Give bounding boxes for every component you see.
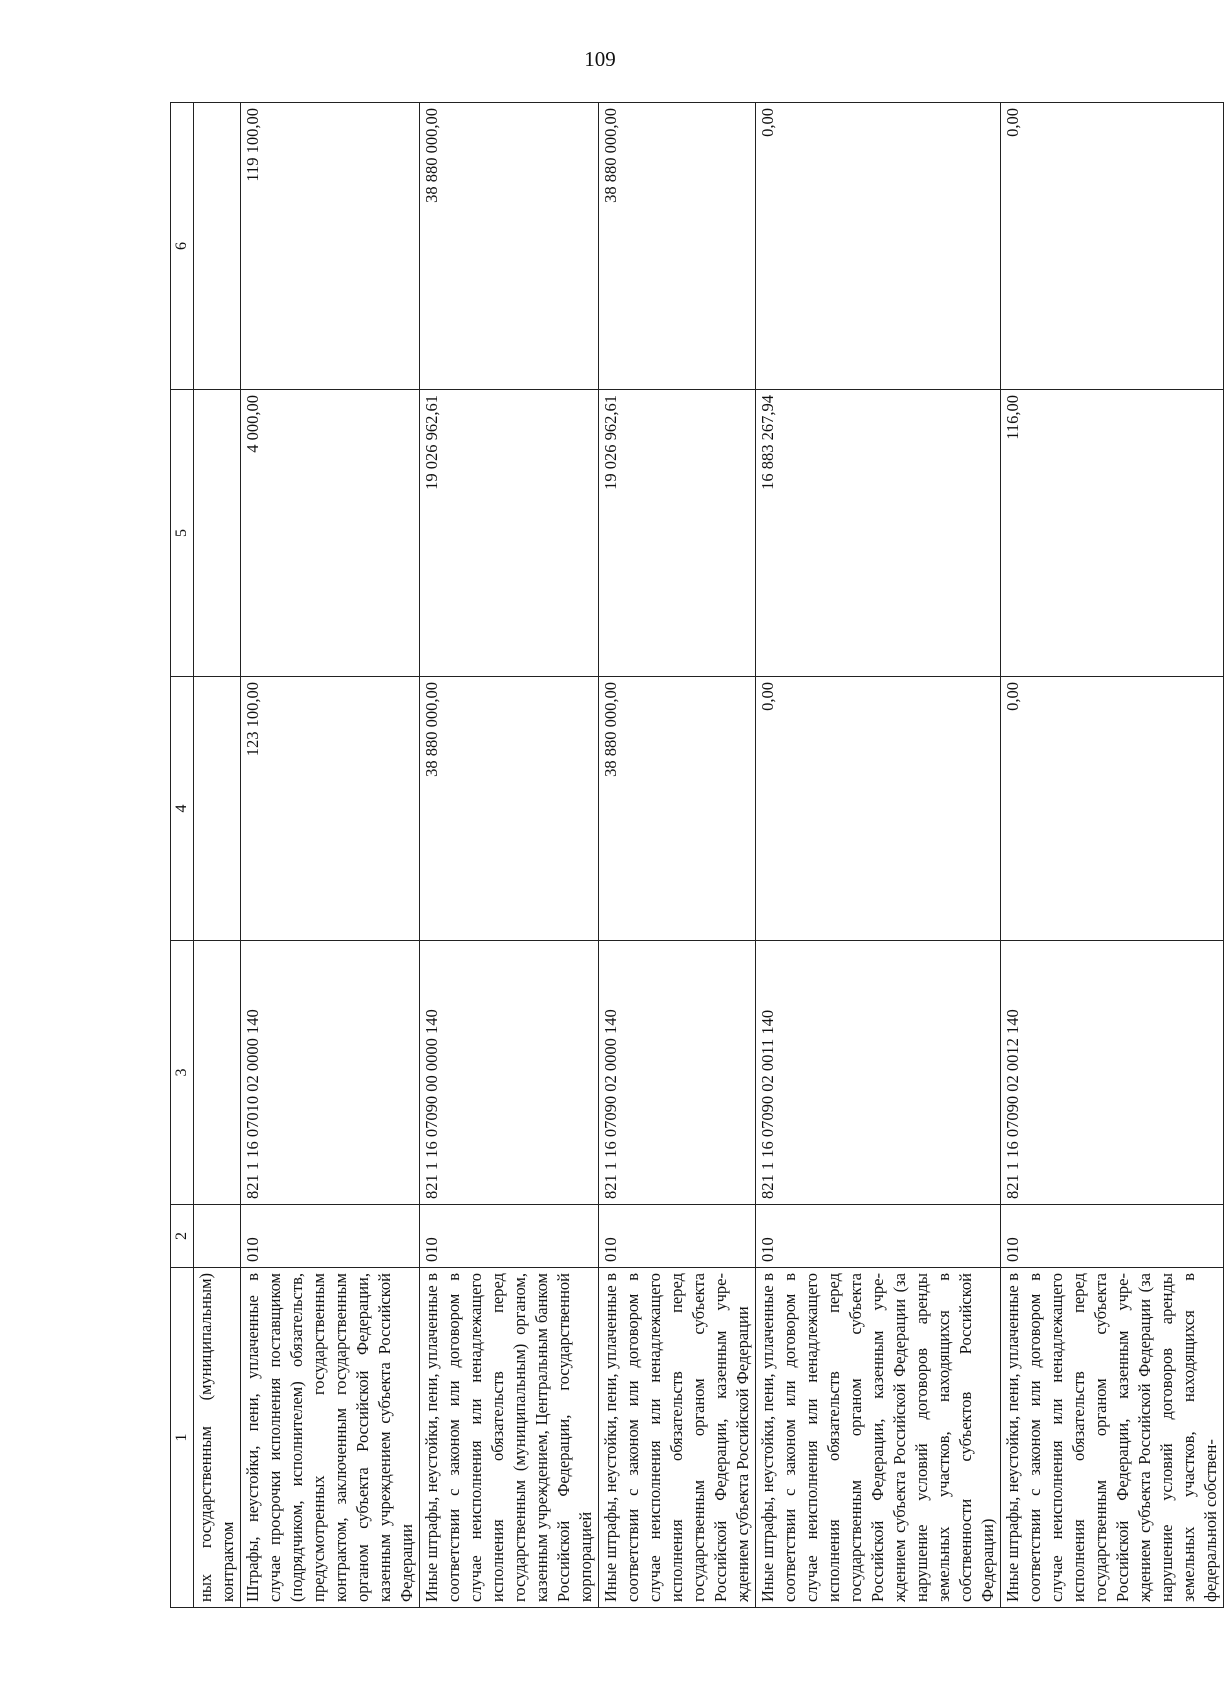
admin-code-cell: 010: [599, 1205, 756, 1268]
amount-cell: 0,00: [756, 103, 1001, 390]
amount-cell: 116,00: [1001, 390, 1224, 677]
amount-cell: 19 026 962,61: [420, 390, 599, 677]
admin-code-cell: 010: [420, 1205, 599, 1268]
amount-cell: 123 100,00: [241, 677, 420, 941]
budget-code-cell: 821 1 16 07090 00 0000 140: [420, 941, 599, 1205]
budget-code-cell: 821 1 16 07090 02 0012 140: [1001, 941, 1224, 1205]
budget-code-cell: [194, 941, 241, 1205]
row-name-cell: Иные штрафы, неустойки, пени, уплаченные в соответствии с законом или договором в случае неисполнения или ненадлежащего исполнения обязательств перед государственным органом субъекта Российской Федерации, казенным учреждением субъекта Российской Федерации (за нарушение условий договоров аренды земельных участков, находящихся в федеральной собствен-: [1001, 1268, 1224, 1608]
amount-cell: 119 100,00: [241, 103, 420, 390]
column-header: 2: [171, 1205, 194, 1268]
column-header: 1: [171, 1268, 194, 1608]
amount-cell: 38 880 000,00: [599, 677, 756, 941]
row-name-cell: Иные штрафы, неустойки, пени, уплаченные в соответствии с законом или договором в случае неисполнения или ненадлежащего исполнения обязательств перед государственным органом субъекта Российской Федерации, казенным учреждением субъекта Российской Федерации: [599, 1268, 756, 1608]
table-row: [756, 103, 1001, 1608]
column-header: 4: [171, 677, 194, 941]
admin-code-cell: 010: [756, 1205, 1001, 1268]
amount-cell: [194, 103, 241, 390]
row-name-cell: ных государственным (муниципальным) контрактом: [194, 1268, 241, 1608]
row-name-cell: Штрафы, неустойки, пени, уплаченные в случае просрочки исполнения поставщиком (подрядчиком, исполнителем) обязательств, предусмотренных государственным контрактом, заключенным государственным органом субъекта Российской Федерации, казенным учреждением субъекта Российской Федерации: [241, 1268, 420, 1608]
amount-cell: 38 880 000,00: [599, 103, 756, 390]
amount-cell: 38 880 000,00: [420, 677, 599, 941]
column-header: 5: [171, 390, 194, 677]
row-name-cell: Иные штрафы, неустойки, пени, уплаченные в соответствии с законом или договором в случае неисполнения или ненадлежащего исполнения обязательств перед государственным органом субъекта Российской Федерации, казенным учреждением субъекта Российской Федерации (за нарушение условий договоров аренды земельных участков, находящихся в собственности субъектов Российской Федерации): [756, 1268, 1001, 1608]
table-row: [1001, 103, 1224, 1608]
amount-cell: 19 026 962,61: [599, 390, 756, 677]
revenue-table: [170, 102, 1224, 1608]
column-header: 3: [171, 941, 194, 1205]
table-header-row: [171, 103, 194, 1608]
budget-code-cell: 821 1 16 07090 02 0000 140: [599, 941, 756, 1205]
rotated-table-container: [170, 103, 1220, 1608]
amount-cell: 38 880 000,00: [420, 103, 599, 390]
amount-cell: [194, 390, 241, 677]
admin-code-cell: 010: [1001, 1205, 1224, 1268]
amount-cell: 0,00: [756, 677, 1001, 941]
amount-cell: [194, 677, 241, 941]
amount-cell: 4 000,00: [241, 390, 420, 677]
table-row: [241, 103, 420, 1608]
admin-code-cell: 010: [241, 1205, 420, 1268]
budget-code-cell: 821 1 16 07090 02 0011 140: [756, 941, 1001, 1205]
budget-code-cell: 821 1 16 07010 02 0000 140: [241, 941, 420, 1205]
amount-cell: 16 883 267,94: [756, 390, 1001, 677]
amount-cell: 0,00: [1001, 677, 1224, 941]
table-row-continuation: [194, 103, 241, 1608]
admin-code-cell: [194, 1205, 241, 1268]
page-number: 109: [584, 47, 616, 71]
table-row: [599, 103, 756, 1608]
table-row: [420, 103, 599, 1608]
amount-cell: 0,00: [1001, 103, 1224, 390]
column-header: 6: [171, 103, 194, 390]
row-name-cell: Иные штрафы, неустойки, пени, уплаченные в соответствии с законом или договором в случае неисполнения или ненадлежащего исполнения обязательств перед государственным (муниципальным) органом, казенным учреждением, Центральным банком Российской Федерации, государственной корпорацией: [420, 1268, 599, 1608]
